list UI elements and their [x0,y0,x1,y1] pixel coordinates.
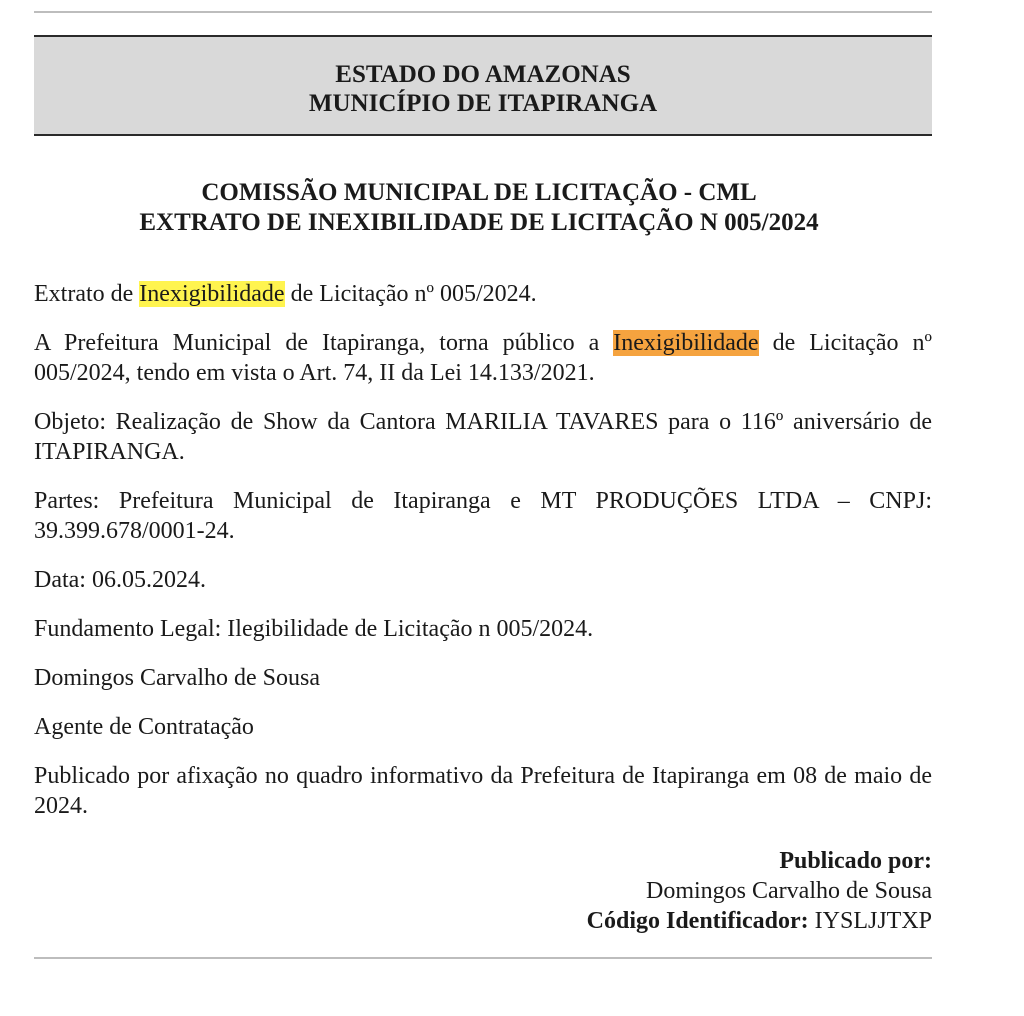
highlight-orange: Inexigibilidade [613,330,759,356]
paragraph-parties: Partes: Prefeitura Municipal de Itapiranga e MT PRODUÇÕES LTDA – CNPJ: 39.399.678/0001-24. [34,488,932,544]
document-title [34,178,924,238]
header-state: ESTADO DO AMAZONAS [335,61,631,88]
identifier-code: Código Identificador: IYSLJJTXP [586,908,932,934]
header-municipality: MUNICÍPIO DE ITAPIRANGA [308,90,658,117]
signature-block [587,846,932,936]
highlight-yellow: Inexigibilidade [139,281,285,307]
published-by-label: Publicado por: [779,848,932,874]
document-body [34,279,932,840]
top-divider [34,11,932,13]
paragraph-agent-name: Domingos Carvalho de Sousa [34,665,320,691]
title-commission: COMISSÃO MUNICIPAL DE LICITAÇÃO - CML [201,179,757,206]
paragraph-legal-basis: Fundamento Legal: Ilegibilidade de Licitação n 005/2024. [34,616,594,642]
paragraph-object: Objeto: Realização de Show da Cantora MARILIA TAVARES para o 116º aniversário de ITAPIRANGA. [34,409,932,465]
paragraph-date: Data: 06.05.2024. [34,567,206,593]
paragraph-agent-role: Agente de Contratação [34,714,254,740]
bottom-divider [34,957,932,959]
document-header [34,35,932,136]
paragraph-announcement: A Prefeitura Municipal de Itapiranga, torna público a Inexigibilidade de Licitação nº 005/2024, tendo em vista o Art. 74, II da Lei 14.133/2021. [34,330,932,386]
paragraph-extract: Extrato de Inexigibilidade de Licitação nº 005/2024. [34,281,537,307]
publisher-name: Domingos Carvalho de Sousa [646,878,932,904]
paragraph-publication: Publicado por afixação no quadro informativo da Prefeitura de Itapiranga em 08 de maio de 2024. [34,763,932,819]
title-extract: EXTRATO DE INEXIBILIDADE DE LICITAÇÃO N 005/2024 [139,209,819,236]
